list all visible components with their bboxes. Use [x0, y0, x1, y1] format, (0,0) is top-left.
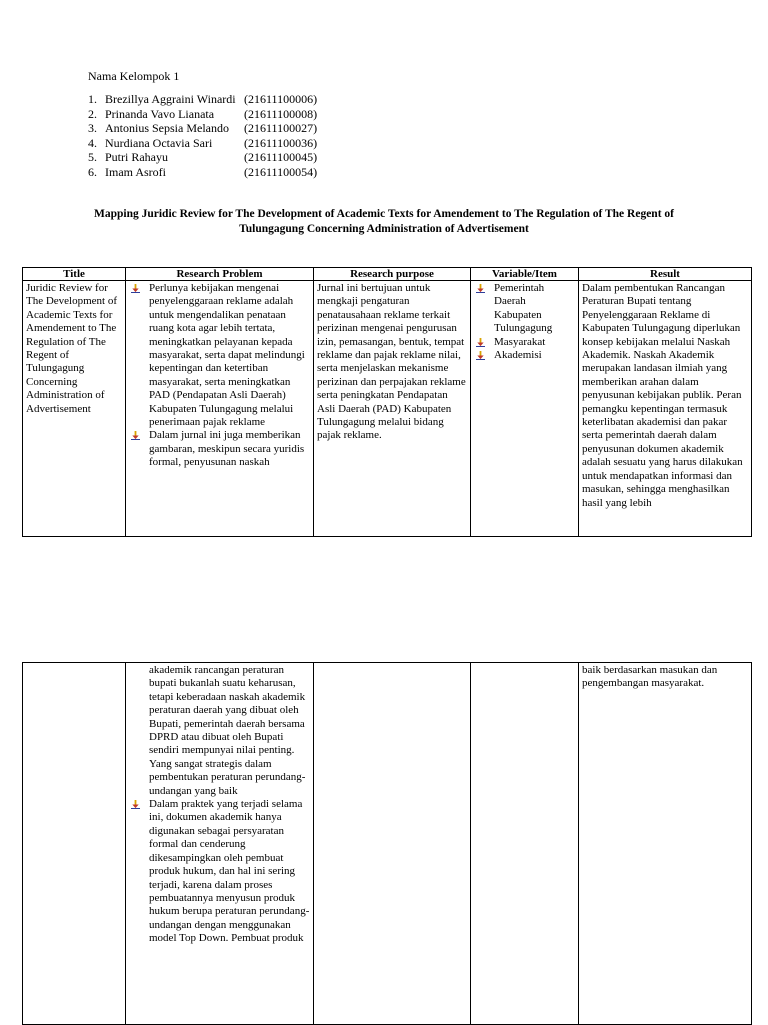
arrow-bullet-icon	[476, 338, 485, 347]
member-name: Brezillya Aggraini Winardi	[105, 92, 236, 106]
header-variable-item: Variable/Item	[471, 268, 579, 281]
member-nim: (21611100036)	[244, 135, 318, 150]
header-title: Title	[23, 268, 126, 281]
title-cell	[23, 663, 126, 1025]
problem-bullet: Perlunya kebijakan mengenai penyelenggaraan reklame adalah untuk mengendalikan penataan ruang kota agar lebih tertata, meningkatkan pelayanan kepada masyarakat, serta dapat melindungi kepentingan dan ketertiban masyarakat, serta meningkatkan PAD (Pendapatan Asli Daerah) Kabupaten Tulungagung melalui penerimaan pajak reklame	[129, 282, 310, 429]
member-name: Imam Asrofi	[105, 164, 166, 179]
research-problem-cell	[126, 281, 314, 537]
variable-item: Masyarakat	[474, 336, 575, 349]
variable-item-cell	[471, 663, 579, 1025]
arrow-bullet-icon	[131, 800, 140, 809]
variable-item: Akademisi	[474, 349, 575, 362]
arrow-bullet-icon	[476, 284, 485, 293]
variable-item: Pemerintah Daerah Kabupaten Tulungagung	[474, 282, 575, 336]
heading-line-2: Tulungagung Concerning Administration of Advertisement	[239, 223, 529, 235]
document-heading	[78, 207, 690, 237]
header-research-purpose: Research purpose	[314, 268, 471, 281]
result-cell: baik berdasarkan masukan dan pengembangan masyarakat.	[579, 663, 752, 1025]
member-number: 3.	[88, 121, 97, 136]
member-number: 6.	[88, 164, 97, 179]
header-result: Result	[579, 268, 752, 281]
problem-bullet: Dalam jurnal ini juga memberikan gambaran, meskipun secara yuridis formal, penyusunan naskah	[129, 429, 310, 469]
mapping-table-continued	[22, 662, 752, 1025]
member-number: 5.	[88, 150, 97, 165]
member-nim: (21611100006)	[244, 92, 318, 106]
result-cell: Dalam pembentukan Rancangan Peraturan Bupati tentang Penyelenggaraan Reklame di Kabupaten Tulungagung diperlukan konsep kebijakan melalui Naskah Akademik. Naskah Akademik merupakan landasan ilmiah yang memberikan arahan dalam penyusunan kebijakan publik. Peran pemangku kepentingan termasuk keterlibatan akademisi dan pakar serta pemerintah daerah dalam penyusunan dokumen akademik adalah sesuatu yang harus dilakukan untuk mendapatkan informasi dan masukan, sehingga menghasilkan hasil yang lebih	[579, 281, 752, 537]
title-cell: Juridic Review for The Development of Academic Texts for Amendement to The Regulation of The Regent of Tulungagung Concerning Administration of Advertisement	[23, 281, 126, 537]
mapping-table	[22, 267, 752, 537]
group-title: Nama Kelompok 1	[88, 69, 180, 83]
member-nim: (21611100045)	[244, 150, 318, 165]
heading-line-1: Mapping Juridic Review for The Development of Academic Texts for Amendement to The Regulation of The Regent of	[94, 208, 674, 220]
table-row	[23, 663, 752, 1025]
member-nim: (21611100027)	[244, 121, 318, 136]
arrow-bullet-icon	[131, 431, 140, 440]
header-research-problem: Research Problem	[126, 268, 314, 281]
table-header-row	[23, 268, 752, 281]
member-nim: (21611100054)	[244, 164, 318, 179]
member-name: Putri Rahayu	[105, 150, 168, 165]
research-purpose-cell	[314, 663, 471, 1025]
member-name: Prinanda Vavo Lianata	[105, 106, 215, 121]
member-number: 2.	[88, 106, 97, 121]
member-nim: (21611100008)	[244, 106, 318, 121]
arrow-bullet-icon	[131, 284, 140, 293]
table-row	[23, 281, 752, 537]
problem-continuation: akademik rancangan peraturan bupati bukanlah suatu keharusan, tetapi keberadaan naskah akademik peraturan daerah yang dibuat oleh Bupati, pemerintah daerah bersama DPRD atau dibuat oleh Bupati sendiri mempunyai nilai penting. Yang sangat strategis dalam pembentukan peraturan perundang-undangan yang baik	[149, 664, 306, 797]
problem-bullet: Dalam praktek yang terjadi selama ini, dokumen akademik hanya digunakan sebagai persyaratan formal dan cenderung dikesampingkan oleh pembuat produk hukum, dan hal ini sering terjadi, karena dalam proses pembuatannya menyusun produk hukum berupa peraturan perundang-undangan dengan menggunakan model Top Down. Pembuat produk	[129, 798, 310, 945]
variable-item-cell	[471, 281, 579, 537]
member-name: Nurdiana Octavia Sari	[105, 135, 213, 150]
arrow-bullet-icon	[476, 351, 485, 360]
member-number: 1.	[88, 92, 97, 106]
member-number: 4.	[88, 135, 97, 150]
research-problem-cell	[126, 663, 314, 1025]
member-name: Antonius Sepsia Melando	[105, 121, 229, 136]
research-purpose-cell: Jurnal ini bertujuan untuk mengkaji pengaturan penatausahaan reklame terkait perizinan mengenai pengurusan izin, pemasangan, bentuk, tempat reklame dan pajak reklame nilai, serta menjelaskan mekanisme perizinan dan perpajakan reklame serta peningkatan Pendapatan Asli Daerah (PAD) Kabupaten Tulungagung melalui bidang pajak reklame.	[314, 281, 471, 537]
